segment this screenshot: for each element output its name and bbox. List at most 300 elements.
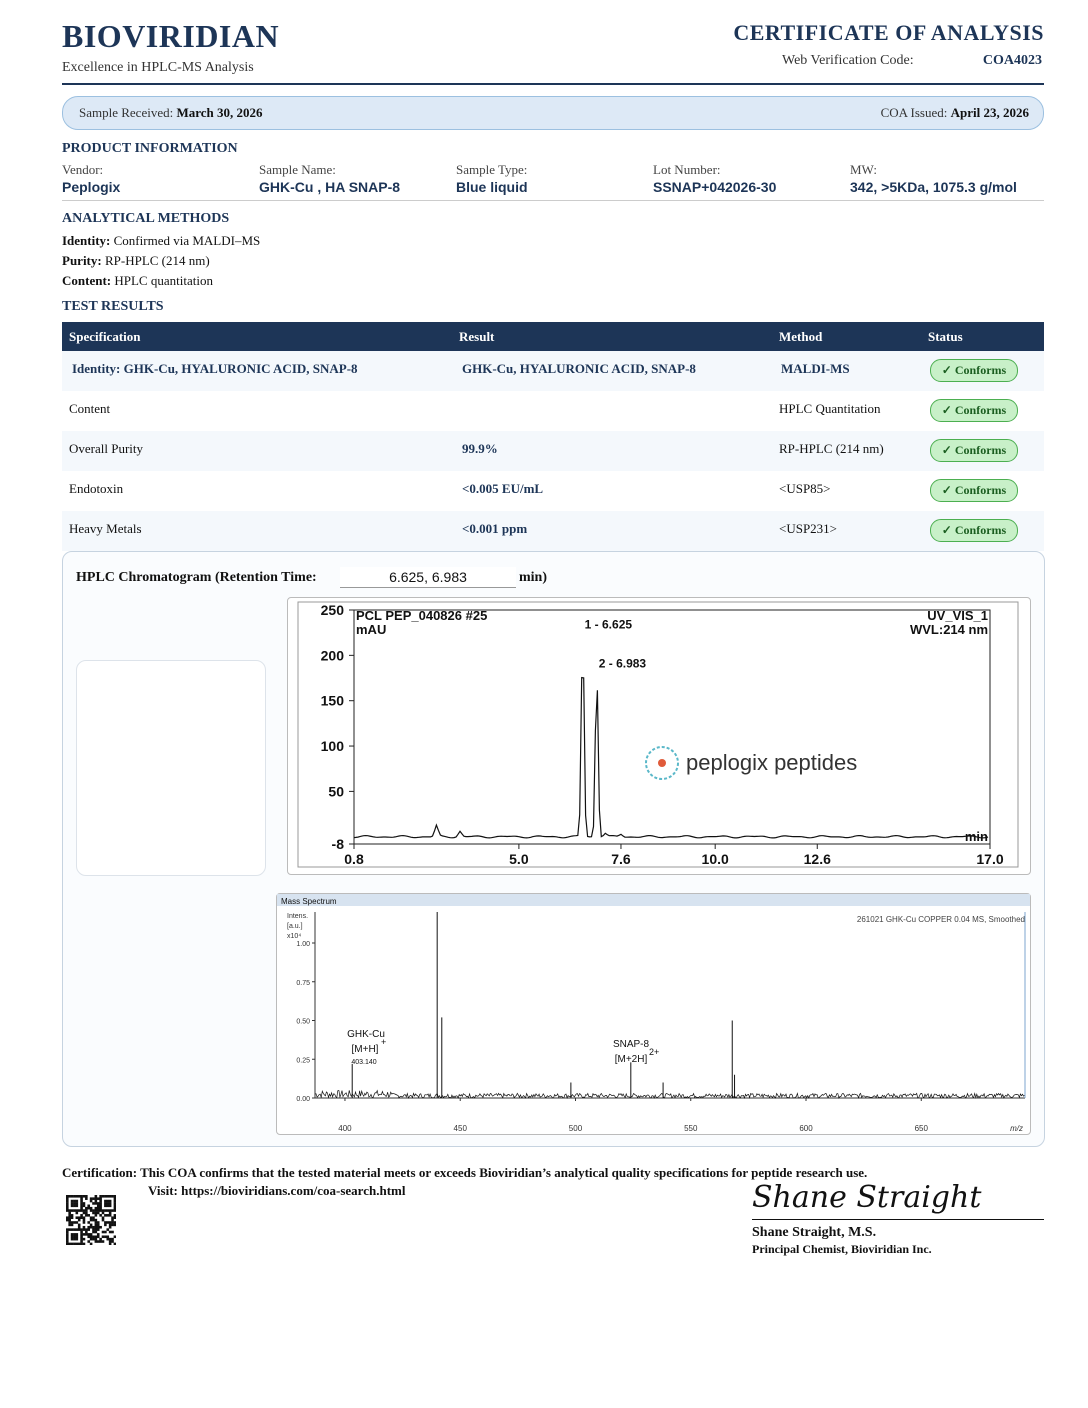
qr-module xyxy=(92,1238,95,1241)
ms-annotation: [M+H] xyxy=(351,1044,379,1055)
conforms-badge: ✓ Conforms xyxy=(930,479,1018,502)
qr-module xyxy=(87,1205,90,1208)
certification-text: Certification: This COA confirms that the tested material meets or exceeds Bioviridian’s analytical quality specifications for peptide research use. xyxy=(62,1165,868,1180)
qr-module xyxy=(78,1219,81,1222)
qr-module xyxy=(68,1209,71,1212)
lot-number-value: SSNAP+042026-30 xyxy=(653,179,777,195)
verification-label: Web Verification Code: xyxy=(782,53,914,68)
qr-module xyxy=(111,1209,114,1212)
received-date xyxy=(79,105,263,121)
qr-module xyxy=(80,1200,83,1203)
vendor-value: Peplogix xyxy=(62,179,121,195)
col-status: Status xyxy=(928,329,963,344)
qr-module xyxy=(78,1226,81,1229)
method-content-value: HPLC quantitation xyxy=(114,273,213,288)
qr-module xyxy=(90,1219,93,1222)
qr-module xyxy=(92,1219,95,1222)
row-spec: Heavy Metals xyxy=(69,521,142,536)
qr-module xyxy=(114,1207,116,1210)
qr-module xyxy=(90,1200,93,1203)
qr-module xyxy=(80,1231,83,1234)
qr-module xyxy=(66,1231,69,1234)
qr-module xyxy=(68,1212,71,1215)
ms-x-tick-label: 600 xyxy=(799,1124,813,1133)
qr-module xyxy=(97,1240,100,1243)
ms-x-tick-label: 650 xyxy=(914,1124,928,1133)
qr-module xyxy=(95,1214,98,1217)
received-label: Sample Received: xyxy=(79,105,174,120)
signer-title: Principal Chemist, Bioviridian Inc. xyxy=(752,1242,932,1256)
qr-module xyxy=(90,1243,93,1245)
table-row xyxy=(62,431,1044,471)
qr-module xyxy=(87,1207,90,1210)
qr-module xyxy=(99,1207,102,1210)
qr-module xyxy=(66,1238,69,1241)
qr-module xyxy=(66,1202,69,1205)
qr-module xyxy=(66,1197,69,1200)
method-purity xyxy=(62,253,210,269)
qr-module xyxy=(109,1202,112,1205)
qr-module xyxy=(114,1216,116,1219)
qr-module xyxy=(85,1214,88,1217)
qr-module xyxy=(76,1238,79,1241)
qr-module xyxy=(78,1243,81,1245)
ms-y-tick-label: 0.25 xyxy=(296,1057,310,1065)
qr-module xyxy=(68,1219,71,1222)
qr-module xyxy=(95,1212,98,1215)
sample-type-value: Blue liquid xyxy=(456,179,528,195)
header-divider xyxy=(62,83,1044,85)
qr-module xyxy=(109,1240,112,1243)
test-results-title: TEST RESULTS xyxy=(62,299,164,314)
qr-module xyxy=(104,1221,107,1224)
col-method: Method xyxy=(779,329,823,344)
qr-module xyxy=(92,1197,95,1200)
qr-module xyxy=(104,1205,107,1208)
conforms-badge: ✓ Conforms xyxy=(930,399,1018,422)
issued-date xyxy=(881,105,1029,121)
qr-module xyxy=(111,1195,114,1198)
qr-module xyxy=(111,1221,114,1224)
qr-module xyxy=(109,1243,112,1245)
qr-module xyxy=(97,1226,100,1229)
method-content-label: Content: xyxy=(62,273,112,288)
qr-module xyxy=(106,1228,109,1231)
qr-module xyxy=(106,1214,109,1217)
qr-module xyxy=(78,1216,81,1219)
qr-module xyxy=(66,1200,69,1203)
brand-logo-text: BIOVIRIDIAN xyxy=(62,18,280,54)
sample-type-label: Sample Type: xyxy=(456,162,528,177)
qr-module xyxy=(95,1219,98,1222)
analytical-methods-title: ANALYTICAL METHODS xyxy=(62,211,230,226)
qr-module xyxy=(68,1224,71,1227)
qr-module xyxy=(114,1221,116,1224)
qr-module xyxy=(73,1238,76,1241)
mass-spectrum-chart xyxy=(277,894,1030,1134)
qr-module xyxy=(114,1197,116,1200)
x-tick-label: 5.0 xyxy=(509,851,529,867)
wavelength-label: WVL:214 nm xyxy=(909,622,988,637)
qr-module xyxy=(102,1216,105,1219)
qr-module xyxy=(78,1228,81,1231)
qr-module xyxy=(90,1233,93,1236)
y-axis-label: mAU xyxy=(356,622,387,637)
row-result: GHK-Cu, HYALURONIC ACID, SNAP-8 xyxy=(462,361,696,376)
qr-module xyxy=(97,1209,100,1212)
mw-label: MW: xyxy=(850,162,877,177)
row-spec: Endotoxin xyxy=(69,481,124,496)
product-info-title: PRODUCT INFORMATION xyxy=(62,141,238,156)
qr-module xyxy=(71,1205,74,1208)
method-identity-label: Identity: xyxy=(62,233,111,248)
qr-module xyxy=(114,1235,116,1238)
y-tick-label: 100 xyxy=(320,738,344,755)
qr-module xyxy=(102,1219,105,1222)
qr-module xyxy=(90,1197,93,1200)
qr-module xyxy=(99,1240,102,1243)
qr-module xyxy=(114,1214,116,1217)
qr-module xyxy=(109,1238,112,1241)
qr-module xyxy=(114,1205,116,1208)
qr-module xyxy=(114,1202,116,1205)
qr-module xyxy=(97,1235,100,1238)
qr-module xyxy=(92,1226,95,1229)
ms-annotation: [M+2H] xyxy=(614,1054,648,1065)
qr-module xyxy=(83,1205,86,1208)
qr-module xyxy=(92,1209,95,1212)
col-result: Result xyxy=(459,329,495,344)
qr-module xyxy=(66,1195,69,1198)
qr-module xyxy=(71,1233,74,1236)
ms-y-label: x10⁴ xyxy=(287,933,302,940)
qr-module xyxy=(97,1207,100,1210)
qr-module xyxy=(109,1214,112,1217)
qr-module xyxy=(78,1195,81,1198)
issued-value: April 23, 2026 xyxy=(950,105,1029,120)
qr-module xyxy=(102,1195,105,1198)
table-row xyxy=(62,471,1044,511)
qr-module xyxy=(102,1231,105,1234)
row-spec: Overall Purity xyxy=(69,441,144,456)
qr-module xyxy=(76,1233,79,1236)
conforms-badge: ✓ Conforms xyxy=(930,439,1018,462)
qr-module xyxy=(106,1202,109,1205)
qr-module xyxy=(87,1233,90,1236)
qr-module xyxy=(80,1216,83,1219)
row-result: 99.9% xyxy=(462,441,498,456)
chromatogram-frame xyxy=(287,597,1031,875)
qr-module xyxy=(76,1212,79,1215)
x-axis-label: min xyxy=(964,829,988,844)
qr-module xyxy=(104,1202,107,1205)
qr-module xyxy=(109,1209,112,1212)
qr-module xyxy=(114,1200,116,1203)
qr-module xyxy=(95,1207,98,1210)
qr-module xyxy=(76,1195,79,1198)
qr-code[interactable] xyxy=(66,1195,116,1245)
qr-module xyxy=(83,1195,86,1198)
qr-module xyxy=(83,1228,86,1231)
ms-x-axis-label: m/z xyxy=(1010,1124,1023,1133)
qr-module xyxy=(92,1235,95,1238)
qr-module xyxy=(73,1243,76,1245)
y-tick-label: 200 xyxy=(320,647,344,664)
qr-module xyxy=(85,1233,88,1236)
ms-y-label: Intens. xyxy=(287,913,309,920)
qr-module xyxy=(80,1209,83,1212)
x-tick-label: 17.0 xyxy=(976,851,1004,867)
qr-module xyxy=(73,1200,76,1203)
qr-module xyxy=(66,1233,69,1236)
qr-module xyxy=(87,1235,90,1238)
received-value: March 30, 2026 xyxy=(176,105,263,120)
row-result: <0.005 EU/mL xyxy=(462,481,544,496)
qr-module xyxy=(111,1231,114,1234)
qr-code-icon xyxy=(66,1195,116,1245)
peak-label: 2 - 6.983 xyxy=(598,656,647,671)
visit-link[interactable]: Visit: https://bioviridians.com/coa-search.html xyxy=(148,1183,406,1198)
method-content xyxy=(62,273,213,289)
qr-module xyxy=(87,1226,90,1229)
qr-module xyxy=(97,1221,100,1224)
qr-module xyxy=(76,1209,79,1212)
qr-module xyxy=(95,1224,98,1227)
qr-module xyxy=(80,1233,83,1236)
qr-module xyxy=(106,1238,109,1241)
results-table-header xyxy=(62,322,1044,351)
ms-annotation-sup: + xyxy=(381,1037,387,1047)
qr-module xyxy=(68,1228,71,1231)
qr-module xyxy=(68,1214,71,1217)
product-divider xyxy=(62,200,1044,201)
qr-module xyxy=(71,1209,74,1212)
x-tick-label: 12.6 xyxy=(803,851,831,867)
qr-module xyxy=(83,1209,86,1212)
qr-module xyxy=(102,1209,105,1212)
verification-code: COA4023 xyxy=(982,53,1042,68)
qr-module xyxy=(92,1216,95,1219)
qr-module xyxy=(73,1205,76,1208)
qr-module xyxy=(83,1233,86,1236)
qr-module xyxy=(71,1200,74,1203)
qr-module xyxy=(80,1195,83,1198)
qr-module xyxy=(104,1231,107,1234)
row-method: <USP231> xyxy=(779,521,838,536)
qr-module xyxy=(78,1224,81,1227)
qr-module xyxy=(66,1235,69,1238)
qr-module xyxy=(85,1228,88,1231)
qr-module xyxy=(68,1216,71,1219)
x-tick-label: 0.8 xyxy=(344,851,364,867)
qr-module xyxy=(85,1207,88,1210)
qr-module xyxy=(99,1202,102,1205)
qr-module xyxy=(102,1235,105,1238)
qr-module xyxy=(90,1238,93,1241)
qr-module xyxy=(99,1209,102,1212)
qr-module xyxy=(99,1205,102,1208)
qr-module xyxy=(87,1228,90,1231)
qr-module xyxy=(114,1195,116,1198)
ms-noise-trace xyxy=(315,1090,1025,1098)
qr-module xyxy=(111,1216,114,1219)
qr-module xyxy=(76,1200,79,1203)
qr-module xyxy=(92,1202,95,1205)
ms-annotation: SNAP-8 xyxy=(612,1039,650,1050)
qr-module xyxy=(78,1209,81,1212)
document-title: CERTIFICATE OF ANALYSIS xyxy=(733,20,1044,45)
row-method: <USP85> xyxy=(779,481,831,496)
qr-module xyxy=(80,1243,83,1245)
y-tick-label: 250 xyxy=(320,602,344,618)
qr-module xyxy=(97,1224,100,1227)
qr-module xyxy=(73,1195,76,1198)
qr-module xyxy=(106,1221,109,1224)
row-method: RP-HPLC (214 nm) xyxy=(779,441,884,456)
qr-module xyxy=(80,1228,83,1231)
watermark-text: peplogix peptides xyxy=(686,750,858,775)
qr-module xyxy=(95,1221,98,1224)
qr-module xyxy=(111,1219,114,1222)
sample-name-value: GHK-Cu , HA SNAP-8 xyxy=(259,179,401,195)
qr-module xyxy=(90,1207,93,1210)
qr-module xyxy=(71,1216,74,1219)
qr-module xyxy=(111,1224,114,1227)
qr-module xyxy=(85,1231,88,1234)
qr-module xyxy=(99,1226,102,1229)
qr-module xyxy=(76,1202,79,1205)
row-result: <0.001 ppm xyxy=(462,521,528,536)
qr-module xyxy=(97,1202,100,1205)
qr-module xyxy=(95,1231,98,1234)
method-identity xyxy=(62,233,260,249)
qr-module xyxy=(104,1235,107,1238)
plot-area xyxy=(354,610,990,844)
date-banner xyxy=(62,96,1044,130)
qr-module xyxy=(109,1231,112,1234)
chromatogram-chart xyxy=(288,598,1030,874)
peak-label: 1 - 6.625 xyxy=(584,617,633,632)
qr-module xyxy=(106,1235,109,1238)
qr-module xyxy=(97,1228,100,1231)
ms-x-tick-label: 500 xyxy=(568,1124,583,1133)
qr-module xyxy=(80,1205,83,1208)
qr-module xyxy=(66,1228,69,1231)
qr-module xyxy=(95,1240,98,1243)
qr-module xyxy=(76,1221,79,1224)
issued-label: COA Issued: xyxy=(880,105,948,120)
qr-module xyxy=(97,1197,100,1200)
qr-module xyxy=(76,1216,79,1219)
qr-module xyxy=(71,1238,74,1241)
qr-module xyxy=(83,1226,86,1229)
qr-module xyxy=(87,1221,90,1224)
qr-module xyxy=(66,1243,69,1245)
qr-module xyxy=(83,1219,86,1222)
qr-module xyxy=(80,1214,83,1217)
qr-module xyxy=(99,1214,102,1217)
qr-module xyxy=(114,1224,116,1227)
qr-module xyxy=(111,1240,114,1243)
qr-module xyxy=(104,1224,107,1227)
ms-y-tick-label: 0.75 xyxy=(296,979,310,987)
qr-module xyxy=(85,1197,88,1200)
qr-module xyxy=(83,1216,86,1219)
qr-module xyxy=(95,1202,98,1205)
x-tick-label: 7.6 xyxy=(611,851,631,867)
qr-module xyxy=(83,1238,86,1241)
qr-module xyxy=(104,1209,107,1212)
qr-module xyxy=(95,1226,98,1229)
qr-module xyxy=(71,1214,74,1217)
qr-module xyxy=(95,1209,98,1212)
qr-module xyxy=(80,1207,83,1210)
qr-module xyxy=(76,1235,79,1238)
row-method: MALDI-MS xyxy=(781,361,850,376)
qr-module xyxy=(109,1212,112,1215)
qr-module xyxy=(109,1221,112,1224)
table-row xyxy=(62,391,1044,431)
qr-module xyxy=(99,1197,102,1200)
qr-module xyxy=(114,1243,116,1245)
qr-module xyxy=(66,1216,69,1219)
sample-name-label: Sample Name: xyxy=(259,162,336,177)
qr-module xyxy=(85,1195,88,1198)
qr-module xyxy=(106,1209,109,1212)
qr-module xyxy=(104,1200,107,1203)
qr-module xyxy=(99,1200,102,1203)
qr-module xyxy=(95,1195,98,1198)
qr-module xyxy=(71,1224,74,1227)
qr-module xyxy=(66,1207,69,1210)
qr-module xyxy=(73,1209,76,1212)
y-tick-label: 50 xyxy=(328,783,344,800)
qr-module xyxy=(68,1221,71,1224)
qr-module xyxy=(99,1238,102,1241)
qr-module xyxy=(66,1205,69,1208)
mw-value: 342, >5KDa, 1075.3 g/mol xyxy=(850,179,1017,195)
qr-module xyxy=(80,1202,83,1205)
qr-module xyxy=(90,1216,93,1219)
y-tick-label: 150 xyxy=(320,692,344,709)
ms-y-tick-label: 0.00 xyxy=(296,1096,310,1103)
row-method: HPLC Quantitation xyxy=(779,401,881,416)
qr-module xyxy=(73,1202,76,1205)
qr-module xyxy=(80,1197,83,1200)
ms-y-tick-label: 0.50 xyxy=(296,1018,310,1026)
qr-module xyxy=(109,1205,112,1208)
method-identity-value: Confirmed via MALDI–MS xyxy=(113,233,261,248)
qr-module xyxy=(99,1195,102,1198)
qr-module xyxy=(104,1214,107,1217)
qr-module xyxy=(71,1221,74,1224)
qr-module xyxy=(102,1240,105,1243)
row-spec: Content xyxy=(69,401,111,416)
qr-module xyxy=(109,1226,112,1229)
ms-titlebar xyxy=(277,894,1030,906)
qr-module xyxy=(106,1205,109,1208)
ms-annotation: GHK-Cu xyxy=(347,1029,385,1040)
method-purity-value: RP-HPLC (214 nm) xyxy=(104,253,210,268)
qr-module xyxy=(92,1231,95,1234)
qr-module xyxy=(106,1195,109,1198)
qr-module xyxy=(85,1209,88,1212)
col-spec: Specification xyxy=(69,329,141,344)
qr-module xyxy=(83,1243,86,1245)
qr-module xyxy=(87,1214,90,1217)
qr-module xyxy=(97,1233,100,1236)
ms-x-tick-label: 400 xyxy=(338,1124,352,1133)
